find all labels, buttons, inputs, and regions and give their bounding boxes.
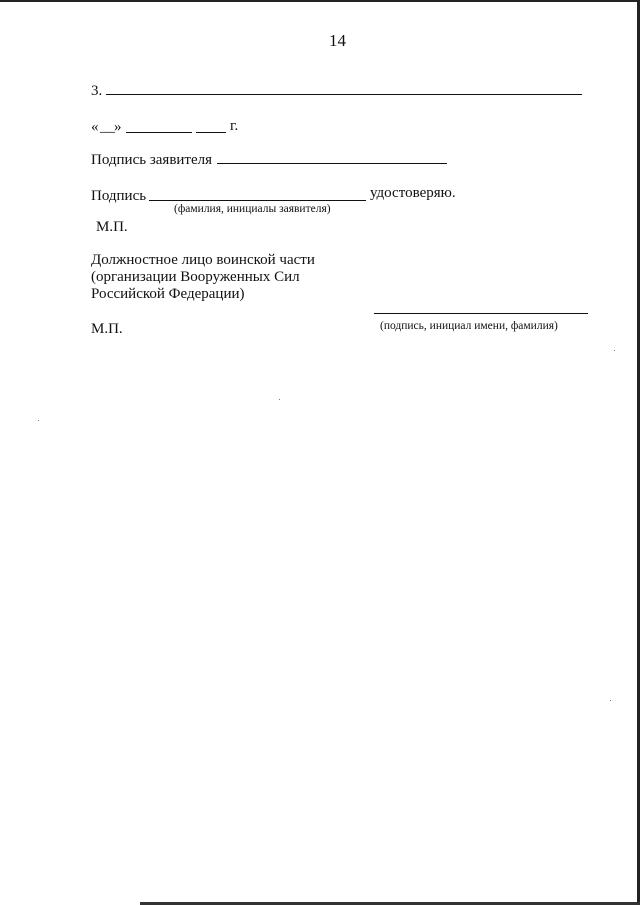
official-signature-blank[interactable] bbox=[374, 313, 588, 314]
scan-speck bbox=[38, 420, 39, 421]
official-title-line1: Должностное лицо воинской части bbox=[91, 252, 315, 268]
applicant-signature-blank[interactable] bbox=[217, 163, 447, 164]
official-signature-caption: (подпись, инициал имени, фамилия) bbox=[380, 320, 558, 332]
page-number: 14 bbox=[329, 31, 346, 50]
date-year-suffix: г. bbox=[230, 118, 239, 134]
certification-suffix: удостоверяю. bbox=[370, 185, 456, 201]
certification-caption: (фамилия, инициалы заявителя) bbox=[174, 203, 331, 215]
date-year-blank[interactable] bbox=[196, 132, 226, 133]
scan-edge-top bbox=[0, 0, 640, 2]
certification-signature-blank[interactable] bbox=[149, 200, 366, 201]
date-open-quote: « bbox=[91, 119, 99, 135]
applicant-signature-label: Подпись заявителя bbox=[91, 152, 213, 168]
certification-signature-label: Подпись bbox=[91, 188, 147, 204]
certification-stamp-mp: М.П. bbox=[96, 219, 128, 235]
official-title-line3: Российской Федерации) bbox=[91, 286, 245, 302]
scan-speck bbox=[610, 700, 611, 701]
official-stamp-mp: М.П. bbox=[91, 321, 123, 337]
item-3-blank-line[interactable] bbox=[106, 94, 582, 95]
date-day-blank[interactable]: __ bbox=[100, 119, 115, 135]
date-month-blank[interactable] bbox=[126, 132, 192, 133]
date-close-quote: » bbox=[114, 119, 122, 135]
scan-speck bbox=[279, 399, 280, 400]
item-3-label: 3. bbox=[91, 83, 103, 99]
scan-speck bbox=[614, 350, 615, 351]
official-title-line2: (организации Вооруженных Сил bbox=[91, 269, 300, 285]
